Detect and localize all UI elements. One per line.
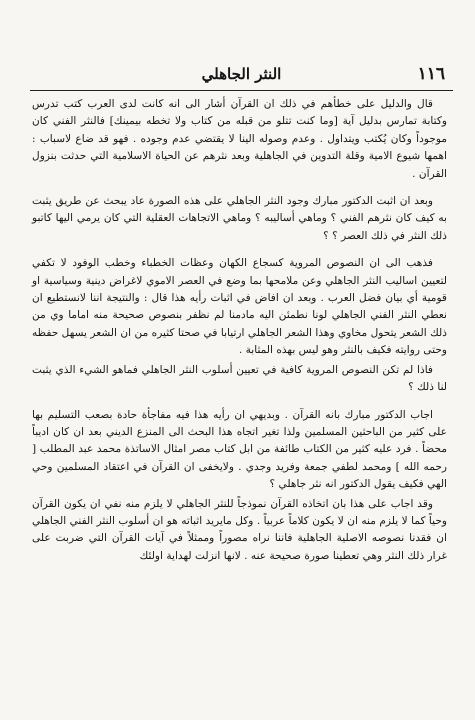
header-rule: [30, 90, 453, 91]
page-number: ١١٦: [417, 64, 445, 84]
paragraph: قال والدليل على خطأهم في ذلك ان القرآن أشار الى انه كانت لدى العرب كتب تدرس وكتابة تمارس بدليل آية [وما كنت تتلو من قبله من كتاب ولا تخطه بيمينك] فالنثر الفني كان موجوداً وكان يُكتب ويتداول . وعدم وصوله الينا لا يقتضي عدم وجوده . فهو قد ضاع لاسباب : اهمها شيوع الامية وقلة التدوين في الجاهلية وبعد نثرهم عن الحياة الاسلامية التي حدثت بنزول القرآن .: [32, 98, 447, 180]
page-header: [30, 62, 453, 86]
paragraph: وقد اجاب على هذا بان اتخاذه القرآن نموذجاً للنثر الجاهلي لا يلزم منه نفي ان يكون القرآن وحياً كما لا يلزم منه ان لا يكون كلاماً عربياً . وكل مايريد اثباته هو ان أسلوب النثر الفني الجاهلي ان فقدنا نصوصه الاصلية الجاهلية فاننا نراه مصوراً وممثلاً في آيات القرآن التي ضربت على غرار ذلك النثر وهي تعطينا صورة صحيحة عنه . لانها انزلت لهداية اولئك: [32, 497, 447, 562]
paragraph: اجاب الدكتور مبارك بانه القرآن . وبديهي ان رأيه هذا فيه مفاجأة حادة بصعب التسليم بها على كثير من الباحثين المسلمين ولذا تغير اتجاه هذا البحث الى المنزع الديني بعد ان كان اديباً محضاً . فرد عليه كثير من الكتاب طائفة من ابل كتاب مصر امثال الاساتذة محمد عبد المطلب [ رحمه الله ] ومحمد لطفي جمعة وفريد وجدي . ولايخفى ان القرآن في اعتقاد المسلمين وحي الهي فكيف يقول الدكتور انه نثر جاهلي ؟: [32, 408, 447, 491]
page-body: [32, 96, 447, 565]
running-title: النثر الجاهلي: [201, 65, 282, 83]
paragraph: وبعد ان اثبت الدكتور مبارك وجود النثر الجاهلي على هذه الصورة عاد يبحث عن طريق يثبت به كيف كان نثرهم الفني ؟ وماهي أساليبه ؟ وماهي الاتجاهات العقلية التي كان يرمي اليها كاتبو ذلك النثر في ذلك العصر ؟ ؟: [32, 195, 447, 242]
paragraph: فذهب الى ان النصوص المروية كسجاع الكهان وعظات الخطباء وخطب الوفود لا تكفي لتعيين اساليب النثر الجاهلي وعن ملامحها بما وضع في العصر الاموي لاغراض دينية وسياسية او قومية أي بيان فضل العرب . وبعد ان افاض في اثبات رأيه هذا قال : والنتيجة اننا لانستطيع ان نعطي النثر الفني الجاهلي لونا نطمئن اليه مادمنا لم نظفر بنصوص صحيحة منه اماما وي من ذلك الشعر يتحول مخاوي وهذا الشعر الجاهلي ارتيابا في صحتا كثيره من ان الشعر يسهل حفظه وحتى روايته فكيف بالنثر وهو ليس بهذه المثابة .: [32, 257, 447, 357]
paragraph: فاذا لم تكن النصوص المروية كافية في تعيين أسلوب النثر الجاهلي فماهو الشيء الذي يثبت لنا ذلك ؟: [32, 363, 447, 394]
